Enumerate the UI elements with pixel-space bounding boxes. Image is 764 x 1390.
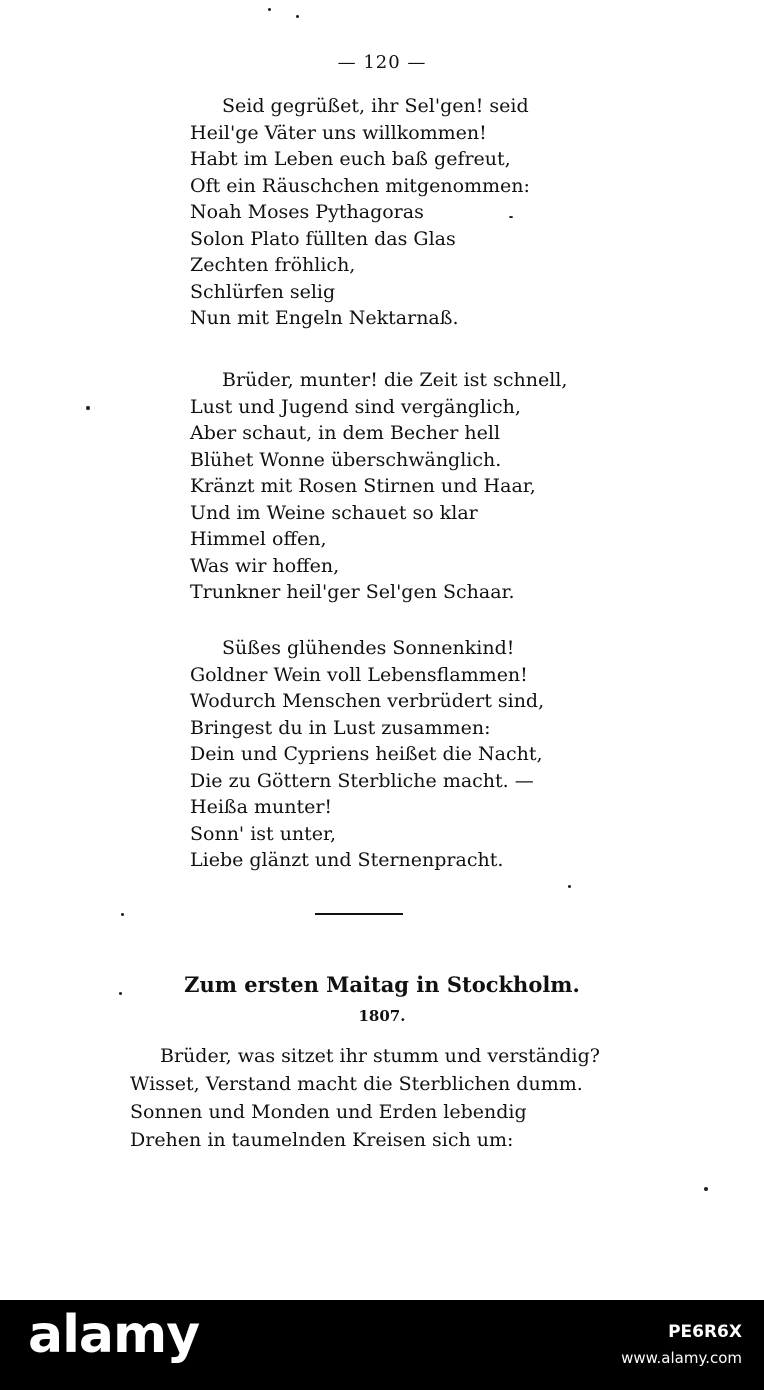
verse-line: Schlürfen selig	[190, 280, 336, 303]
print-speck	[704, 1187, 708, 1191]
verse-line: Solon Plato füllten das Glas	[190, 227, 456, 250]
verse-line: Aber schaut, in dem Becher hell	[190, 422, 501, 444]
verse-line: Wodurch Menschen verbrüdert sind,	[190, 690, 545, 712]
verse-line: Drehen in taumelnden Kreisen sich um:	[130, 1129, 514, 1151]
verse-line: Und im Weine schauet so klar	[190, 501, 478, 524]
verse-line: Sonn' ist unter,	[190, 822, 337, 845]
verse-line: Brüder, munter! die Zeit ist schnell,	[222, 369, 568, 391]
poem-year: 1807.	[358, 1007, 406, 1025]
print-speck	[296, 15, 299, 18]
verse-line: Himmel offen,	[190, 528, 327, 550]
verse-line: Heil'ge Väter uns willkommen!	[190, 121, 487, 144]
verse-line: Liebe glänzt und Sternenpracht.	[190, 849, 504, 871]
verse-line: Kränzt mit Rosen Stirnen und Haar,	[190, 475, 536, 497]
verse-line: Noah Moses Pythagoras	[190, 201, 424, 223]
verse-line: Oft ein Räuschchen mitgenommen:	[190, 174, 530, 197]
stanza-3	[190, 635, 544, 874]
poem-title: Zum ersten Maitag in Stockholm.	[184, 972, 580, 997]
print-speck	[86, 406, 90, 410]
verse-line: Brüder, was sitzet ihr stumm und verständig?	[160, 1045, 600, 1067]
verse-line: Habt im Leben euch baß gefreut,	[190, 148, 511, 170]
verse-line: Dein und Cypriens heißet die Nacht,	[190, 743, 543, 765]
verse-line: Die zu Göttern Sterbliche macht. —	[190, 769, 534, 792]
print-speck	[568, 885, 571, 888]
section-divider	[315, 913, 403, 915]
stanza-2	[190, 367, 567, 606]
watermark-url: www.alamy.com	[621, 1349, 742, 1367]
stanza-1	[190, 93, 530, 332]
verse-line: Süßes glühendes Sonnenkind!	[222, 637, 515, 659]
alamy-logo: alamy	[28, 1305, 200, 1365]
verse-line: Seid gegrüßet, ihr Sel'gen! seid	[222, 95, 529, 117]
verse-line: Zechten fröhlich,	[190, 254, 356, 276]
verse-line: Lust und Jugend sind vergänglich,	[190, 395, 521, 418]
print-speck	[509, 216, 513, 218]
verse-line: Bringest du in Lust zusammen:	[190, 716, 491, 739]
verse-line: Was wir hoffen,	[190, 554, 340, 577]
print-speck	[268, 8, 271, 11]
verse-line: Goldner Wein voll Lebensflammen!	[190, 663, 528, 686]
verse-line: Trunkner heil'ger Sel'gen Schaar.	[190, 581, 515, 603]
print-speck	[119, 992, 122, 995]
verse-line: Nun mit Engeln Nektarnaß.	[190, 307, 459, 329]
page-number: — 120 —	[337, 52, 427, 73]
verse-line: Heißa munter!	[190, 796, 333, 818]
verse-line: Sonnen und Monden und Erden lebendig	[130, 1101, 527, 1123]
print-speck	[121, 913, 124, 916]
stanza-4	[130, 1042, 600, 1154]
image-id: PE6R6X	[668, 1322, 742, 1342]
verse-line: Wisset, Verstand macht die Sterblichen dumm.	[130, 1073, 583, 1095]
verse-line: Blühet Wonne überschwänglich.	[190, 448, 502, 471]
